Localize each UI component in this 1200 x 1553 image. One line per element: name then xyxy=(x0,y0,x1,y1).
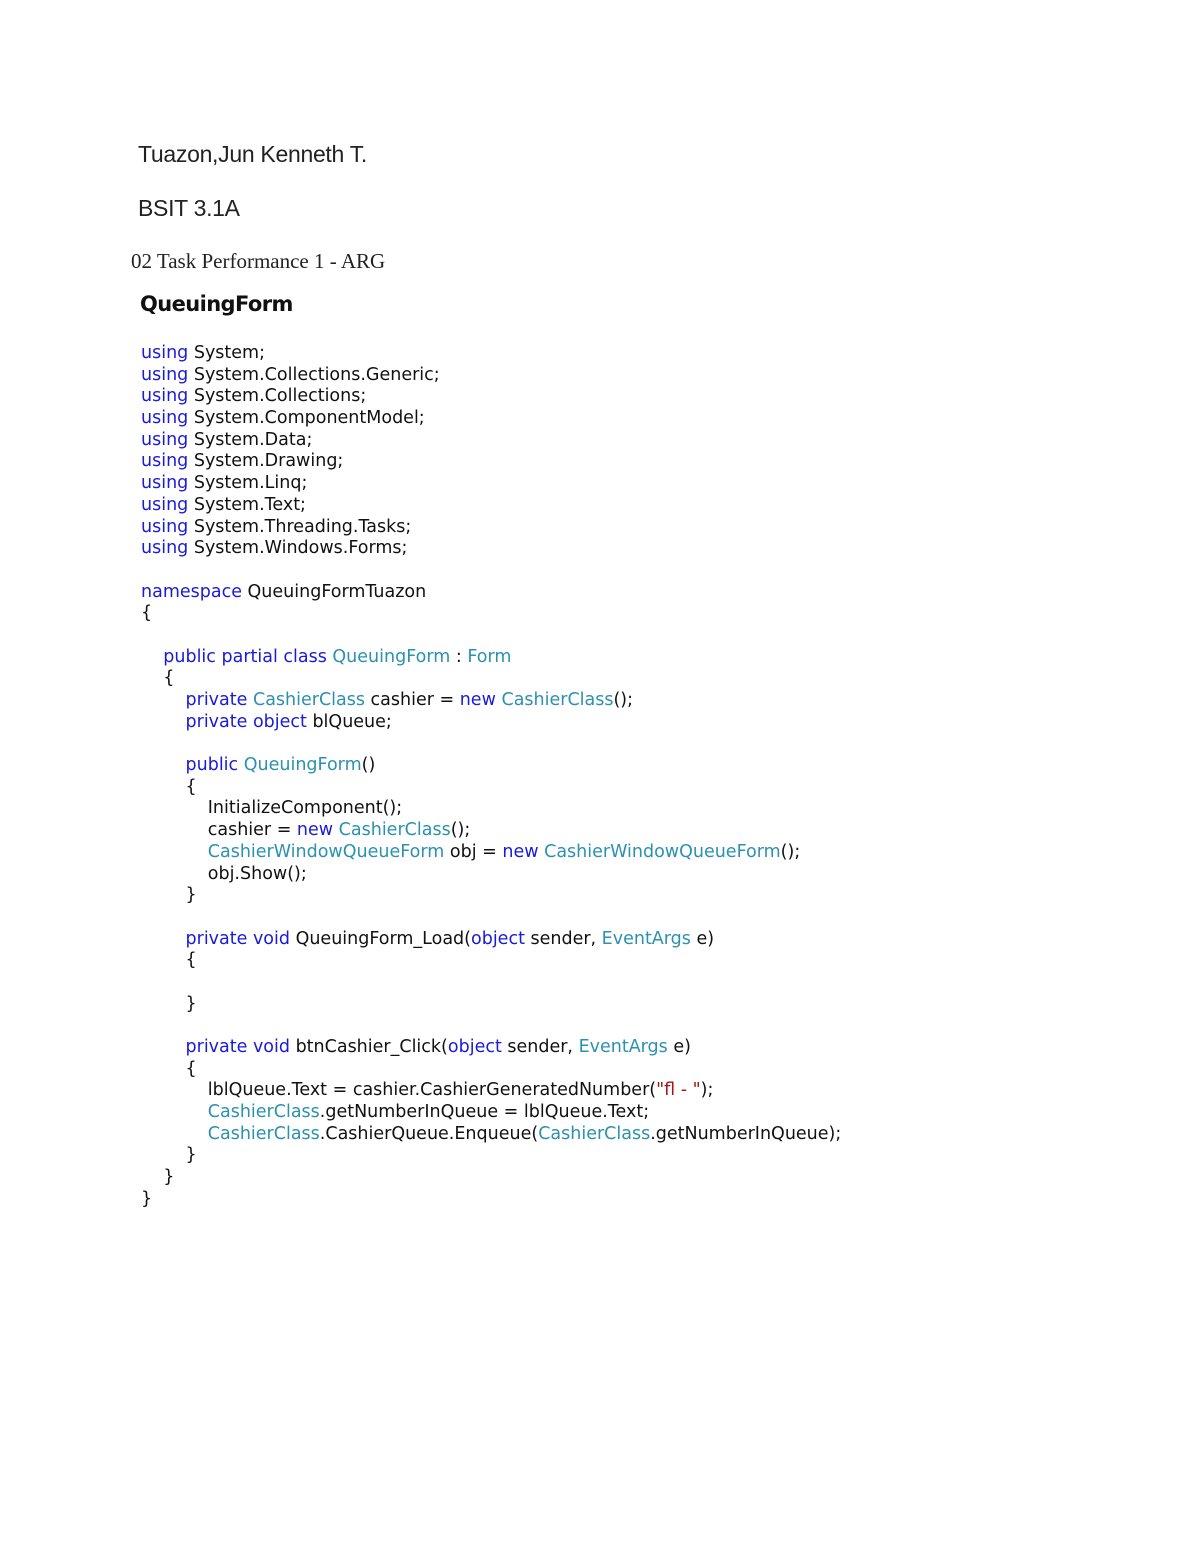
code-line xyxy=(141,733,841,755)
code-token: EventArgs xyxy=(578,1037,668,1057)
code-token: } xyxy=(141,1188,153,1209)
code-line xyxy=(141,408,841,430)
code-line xyxy=(141,798,841,820)
code-token xyxy=(141,842,208,862)
code-token: System.Collections.Generic; xyxy=(188,364,440,385)
code-token xyxy=(141,1102,208,1122)
code-token xyxy=(141,1124,208,1144)
code-token: (); xyxy=(450,820,471,841)
code-token: using xyxy=(141,343,189,363)
code-line xyxy=(141,1015,841,1037)
code-token: cashier = xyxy=(141,820,297,841)
code-line xyxy=(141,994,841,1016)
code-token: CashierClass xyxy=(252,690,365,710)
code-line xyxy=(141,451,841,473)
code-token: (); xyxy=(780,841,801,862)
code-token: using xyxy=(141,408,189,429)
code-token: () xyxy=(361,755,376,776)
code-line xyxy=(141,755,841,777)
code-token: (); xyxy=(613,690,634,710)
code-token: private void xyxy=(185,1037,290,1057)
code-token: { xyxy=(141,668,175,689)
code-line xyxy=(141,885,841,907)
code-token: using xyxy=(141,494,189,515)
code-token: CashierWindowQueueForm xyxy=(544,841,781,862)
code-token: InitializeComponent(); xyxy=(141,798,403,819)
code-token: cashier = xyxy=(364,690,460,710)
code-token xyxy=(141,647,163,667)
code-line xyxy=(141,950,841,972)
code-token: System.Drawing; xyxy=(188,451,344,472)
code-token: namespace xyxy=(141,581,242,602)
code-token: lblQueue.Text = cashier.CashierGeneratedNumber( xyxy=(141,1080,657,1101)
code-token: .getNumberInQueue = lblQueue.Text; xyxy=(319,1102,650,1123)
code-token: sender, xyxy=(524,928,602,949)
code-token: CashierClass xyxy=(501,690,614,710)
code-token: QueuingForm xyxy=(243,755,362,776)
code-line xyxy=(141,430,841,452)
code-token: using xyxy=(141,429,189,450)
code-token: } xyxy=(141,885,197,906)
code-token: } xyxy=(141,1145,197,1166)
code-token: obj.Show(); xyxy=(141,863,307,884)
code-token: "fl - " xyxy=(656,1080,701,1101)
code-line xyxy=(141,864,841,886)
code-token: { xyxy=(141,603,153,624)
code-token: { xyxy=(141,776,197,797)
code-line xyxy=(141,972,841,994)
code-line xyxy=(141,582,841,604)
code-token: private object xyxy=(185,711,307,732)
code-line xyxy=(141,1124,841,1146)
code-line xyxy=(141,1080,841,1102)
code-token: QueuingForm_Load( xyxy=(290,928,471,949)
code-token: using xyxy=(141,538,189,559)
code-token xyxy=(141,690,186,710)
code-line xyxy=(141,668,841,690)
code-token: System.Collections; xyxy=(188,386,367,407)
code-line xyxy=(141,625,841,647)
code-token: System.Data; xyxy=(188,429,313,450)
code-token: EventArgs xyxy=(601,928,691,949)
code-line xyxy=(141,907,841,929)
code-token: obj = xyxy=(444,841,503,862)
code-token: .CashierQueue.Enqueue( xyxy=(319,1123,539,1144)
code-line xyxy=(141,647,841,669)
code-token: } xyxy=(141,993,197,1014)
code-line xyxy=(141,929,841,951)
code-token: public xyxy=(185,755,239,776)
code-token: blQueue; xyxy=(306,711,392,732)
code-line xyxy=(141,473,841,495)
form-heading: QueuingForm xyxy=(140,292,293,316)
code-token: } xyxy=(141,1167,175,1188)
code-token: System.ComponentModel; xyxy=(188,408,425,429)
code-token: new xyxy=(296,820,334,841)
code-token: sender, xyxy=(501,1037,579,1057)
code-token xyxy=(141,755,186,775)
code-block xyxy=(141,343,841,1211)
code-line xyxy=(141,712,841,734)
code-line xyxy=(141,343,841,365)
code-token: private xyxy=(185,690,248,710)
code-line xyxy=(141,1102,841,1124)
code-token: btnCashier_Click( xyxy=(290,1037,448,1057)
code-token: Form xyxy=(467,646,512,667)
code-token: using xyxy=(141,451,189,472)
code-token: CashierClass xyxy=(538,1123,651,1144)
code-line xyxy=(141,820,841,842)
code-line xyxy=(141,777,841,799)
code-token: { xyxy=(141,950,197,971)
code-token: CashierWindowQueueForm xyxy=(207,841,445,862)
code-token: CashierClass xyxy=(207,1102,320,1123)
code-line xyxy=(141,386,841,408)
task-title: 02 Task Performance 1 - ARG xyxy=(131,249,386,273)
code-token: System; xyxy=(188,343,265,363)
code-token: private void xyxy=(185,928,290,949)
code-token: System.Linq; xyxy=(188,473,308,494)
code-token: using xyxy=(141,386,189,407)
code-line xyxy=(141,538,841,560)
code-line xyxy=(141,842,841,864)
code-line xyxy=(141,1145,841,1167)
code-token: using xyxy=(141,364,189,385)
code-token: CashierClass xyxy=(207,1123,320,1144)
code-token: : xyxy=(450,646,468,667)
code-token: System.Threading.Tasks; xyxy=(188,516,412,537)
code-line xyxy=(141,1167,841,1189)
student-name: Tuazon,Jun Kenneth T. xyxy=(138,141,367,167)
code-token: object xyxy=(447,1037,502,1057)
code-token xyxy=(141,1037,186,1057)
code-line xyxy=(141,560,841,582)
student-section: BSIT 3.1A xyxy=(138,195,240,221)
code-line xyxy=(141,365,841,387)
code-token: CashierClass xyxy=(338,820,451,841)
code-token: using xyxy=(141,516,189,537)
code-token: { xyxy=(141,1058,197,1079)
code-line xyxy=(141,1037,841,1059)
code-line xyxy=(141,1059,841,1081)
code-token: System.Windows.Forms; xyxy=(188,538,408,559)
code-line xyxy=(141,1189,841,1211)
code-line xyxy=(141,495,841,517)
code-token xyxy=(141,929,186,949)
code-token: new xyxy=(502,841,539,862)
code-line xyxy=(141,690,841,712)
code-token: using xyxy=(141,473,189,494)
code-token: QueuingForm xyxy=(332,646,451,667)
code-token: System.Text; xyxy=(188,494,306,515)
code-token: object xyxy=(471,928,525,949)
code-token: e) xyxy=(667,1037,691,1057)
code-line xyxy=(141,603,841,625)
code-token xyxy=(141,712,186,732)
code-token: e) xyxy=(690,928,715,949)
code-line xyxy=(141,517,841,539)
code-token: .getNumberInQueue); xyxy=(650,1123,842,1144)
code-token: public partial class xyxy=(163,646,327,667)
code-token: QueuingFormTuazon xyxy=(241,581,427,602)
code-token: ); xyxy=(700,1080,714,1101)
code-token: new xyxy=(459,690,496,710)
